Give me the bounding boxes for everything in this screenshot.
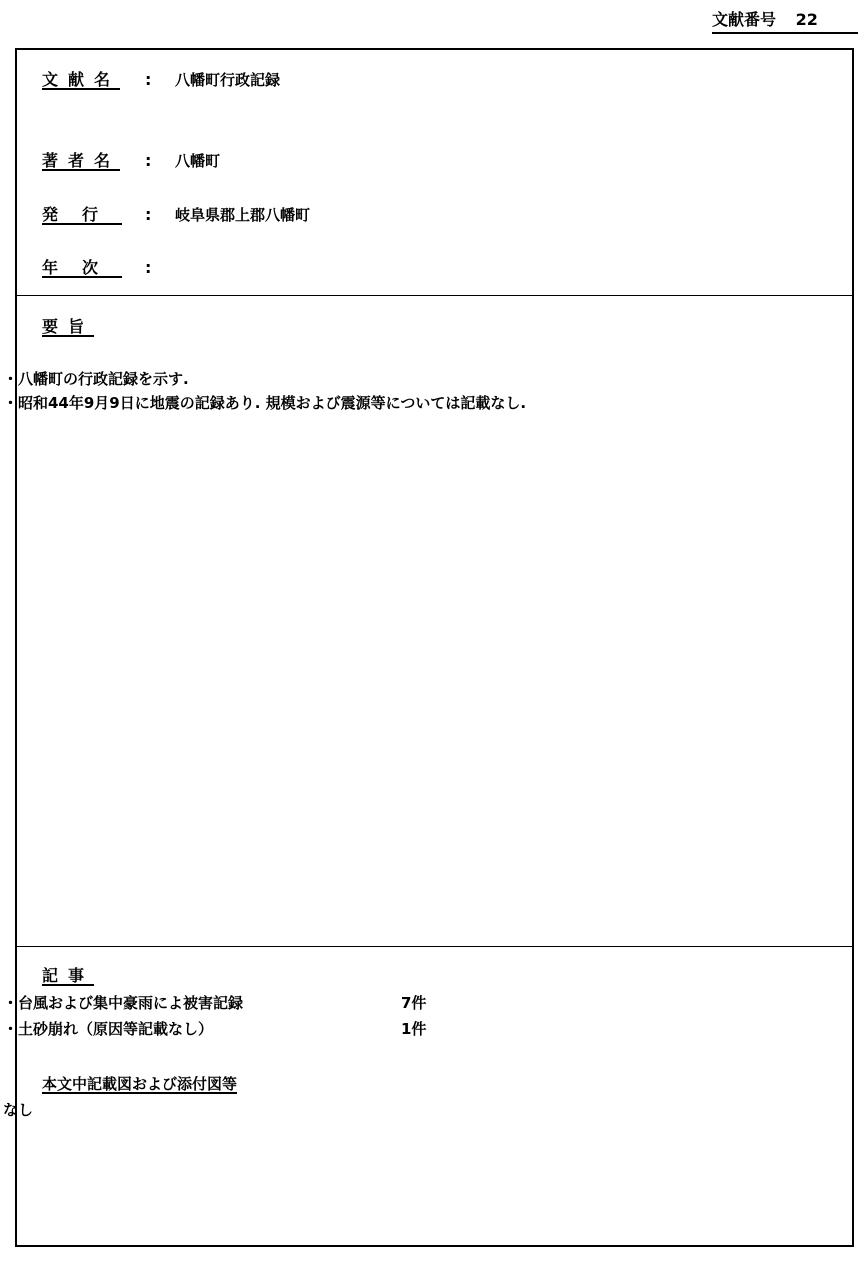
publisher-label: 発行 [42,205,123,224]
document-number-label: 文献番号 [712,10,777,29]
articles-list [3,990,443,1042]
summary-item: ・ 昭和44年9月9日に地震の記録あり. 規模および震源等については記載なし. [3,391,526,415]
title-colon: : [145,70,152,89]
document-number [712,10,818,30]
summary-section [17,296,852,947]
articles-section [3,948,852,1245]
figures-heading: 本文中記載図および添付図等 [42,1075,238,1093]
author-label: 著者名 [42,151,121,170]
year-colon: : [145,258,152,277]
title-label: 文献名 [42,70,121,89]
year-label: 年次 [42,258,123,277]
document-number-underline [712,32,858,34]
summary-heading: 要旨 [42,317,95,336]
summary-item: ・ 八幡町の行政記録を示す. [3,367,526,391]
article-item-text: ・ 土砂崩れ（原因等記載なし） [3,1020,213,1038]
publisher-value: 岐阜県郡上郡八幡町 [175,206,311,224]
article-item [3,990,443,1016]
article-item-count: 1件 [401,1020,427,1038]
article-item-text: ・ 台風および集中豪雨によ被害記録 [3,994,243,1012]
articles-heading: 記事 [42,966,95,985]
title-value: 八幡町行政記録 [175,71,281,89]
document-number-value: 22 [795,10,818,29]
summary-list [3,367,526,415]
author-value: 八幡町 [175,152,221,170]
publisher-colon: : [145,205,152,224]
author-colon: : [145,151,152,170]
figures-value: なし [3,1101,34,1119]
document-frame [3,48,854,1247]
article-item-count: 7件 [401,994,427,1012]
metadata-section [17,50,852,296]
article-item [3,1016,443,1042]
